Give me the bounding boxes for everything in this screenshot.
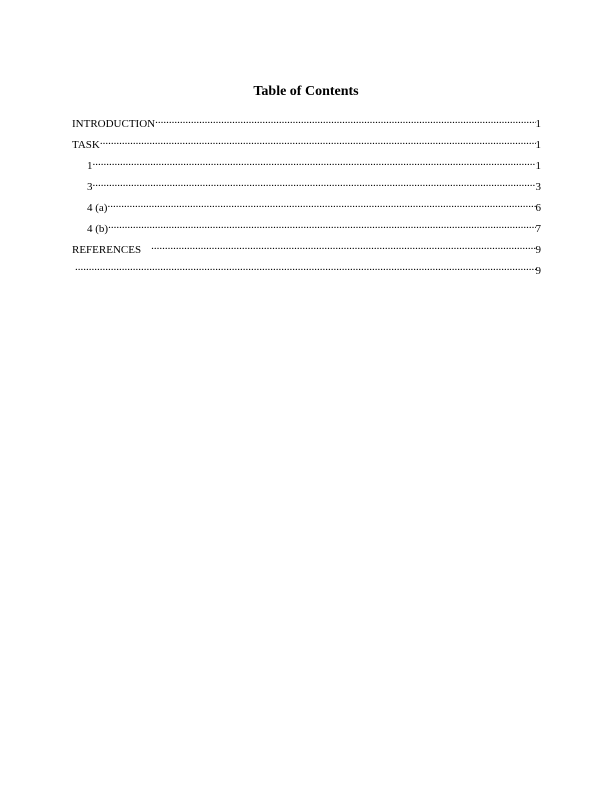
toc-page-number: 9 bbox=[535, 265, 541, 277]
toc-dot-leader bbox=[100, 134, 536, 148]
toc-entry-task-1[interactable] bbox=[72, 155, 541, 176]
toc-entry-label: TASK bbox=[72, 139, 100, 151]
toc-entry-task-4b[interactable] bbox=[72, 218, 541, 239]
toc-dot-leader bbox=[93, 176, 536, 190]
toc-entry-label: 4 (b) bbox=[87, 223, 109, 235]
toc-page-number: 1 bbox=[535, 139, 541, 151]
toc-dot-leader bbox=[151, 239, 535, 253]
toc-page-number: 9 bbox=[535, 244, 541, 256]
toc-page-number: 1 bbox=[535, 118, 541, 130]
toc-entry-label: 4 (a) bbox=[87, 202, 108, 214]
toc-page-number: 1 bbox=[535, 160, 541, 172]
toc-entry-label: INTRODUCTION bbox=[72, 118, 156, 130]
toc-dot-leader bbox=[107, 197, 535, 211]
toc-dot-leader bbox=[75, 260, 536, 274]
toc-title: Table of Contents bbox=[253, 84, 359, 99]
table-of-contents bbox=[72, 113, 541, 281]
toc-dot-leader bbox=[108, 218, 535, 232]
toc-entry-label: 1 bbox=[87, 160, 93, 172]
toc-entry-references[interactable] bbox=[72, 239, 541, 260]
toc-entry-label: REFERENCES bbox=[72, 244, 142, 256]
toc-dot-leader bbox=[93, 155, 536, 169]
toc-entry-task[interactable] bbox=[72, 134, 541, 155]
toc-entry-task-4a[interactable] bbox=[72, 197, 541, 218]
toc-page-number: 6 bbox=[535, 202, 541, 214]
toc-entry-unlabeled[interactable] bbox=[72, 260, 541, 281]
toc-entry-label: 3 bbox=[87, 181, 93, 193]
toc-entry-task-3[interactable] bbox=[72, 176, 541, 197]
toc-page-number: 3 bbox=[535, 181, 541, 193]
toc-entry-introduction[interactable] bbox=[72, 113, 541, 134]
toc-dot-leader bbox=[155, 113, 535, 127]
toc-page-number: 7 bbox=[535, 223, 541, 235]
